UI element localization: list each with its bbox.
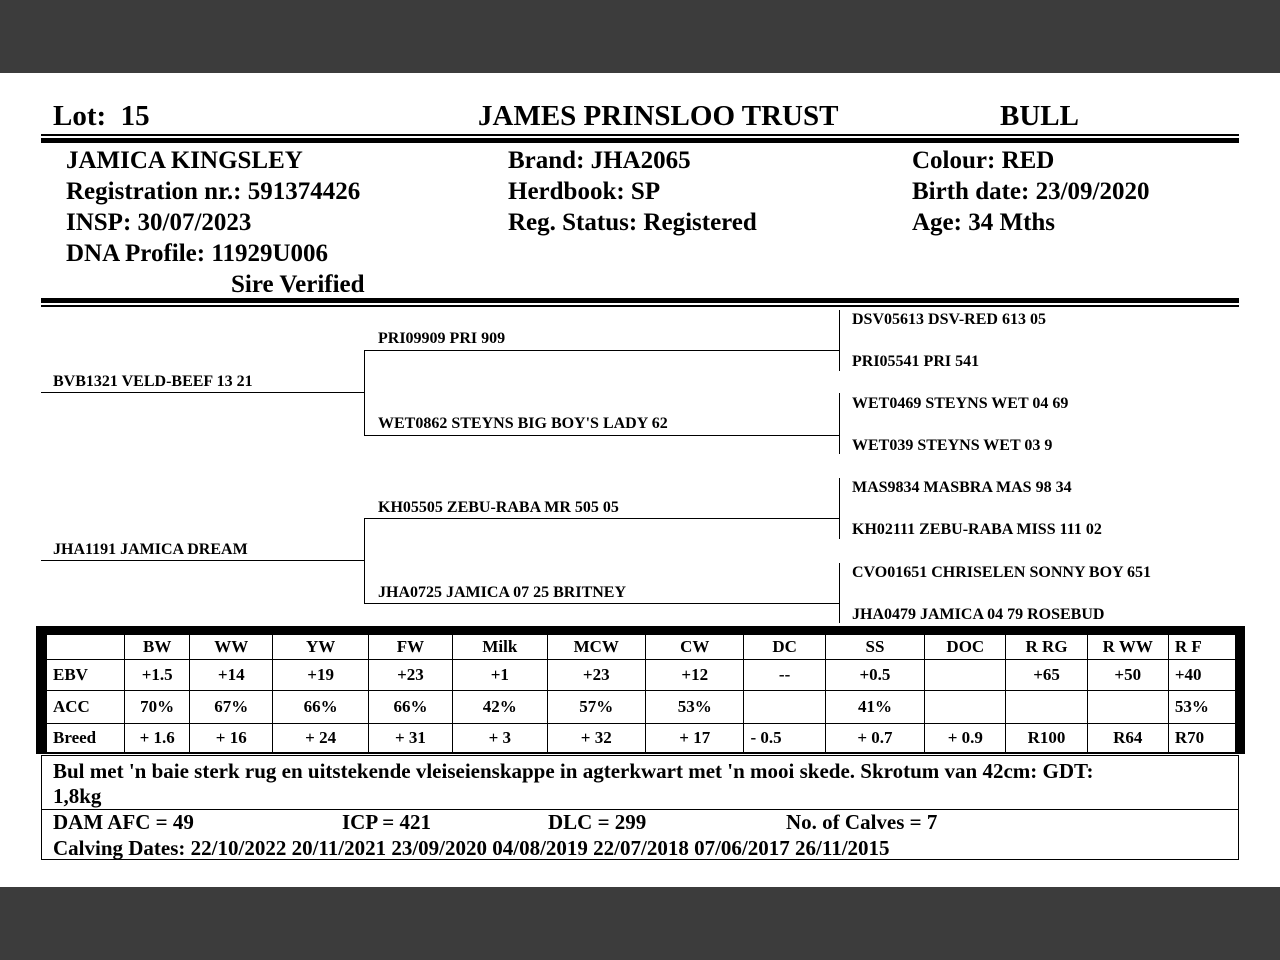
pedigree-connector (364, 518, 365, 603)
ebv-column-header: R F (1168, 635, 1235, 660)
pedigree-connector (364, 350, 365, 435)
inspection-date: INSP: 30/07/2023 (66, 209, 252, 236)
acc-cell: 67% (190, 691, 273, 724)
ebv-cell: +65 (1006, 660, 1087, 691)
dam-afc: DAM AFC = 49 (53, 810, 194, 834)
pedigree-dds: CVO01651 CHRISELEN SONNY BOY 651 (852, 564, 1151, 581)
breed-cell: + 17 (646, 724, 744, 753)
pedigree-ssd: PRI05541 PRI 541 (852, 353, 980, 370)
ebv-table (46, 634, 1236, 753)
acc-row (47, 691, 1236, 724)
breed-cell: + 0.9 (925, 724, 1006, 753)
pedigree-line (364, 518, 839, 519)
comment-line-1: Bul met 'n baie sterk rug en uitstekende vleiseienskappe in agterkwart met 'n mooi skede. Skrotum van 42cm: GDT: (53, 759, 1094, 783)
ebv-cell: +12 (646, 660, 744, 691)
pedigree-line (364, 350, 839, 351)
dna-profile: DNA Profile: 11929U006 (66, 240, 329, 267)
pedigree-line (41, 392, 364, 393)
acc-cell: 66% (368, 691, 452, 724)
breed-cell: + 24 (273, 724, 368, 753)
ebv-cell: -- (744, 660, 825, 691)
pedigree-sire-dam: WET0862 STEYNS BIG BOY'S LADY 62 (378, 415, 668, 432)
ebv-cell: +14 (190, 660, 273, 691)
breed-cell: + 31 (368, 724, 452, 753)
pedigree-dam: JHA1191 JAMICA DREAM (53, 541, 248, 558)
herdbook: Herdbook: SP (508, 178, 661, 205)
animal-sex: BULL (1000, 100, 1079, 132)
pedigree-sdd: WET039 STEYNS WET 03 9 (852, 437, 1053, 454)
breed-cell: + 3 (453, 724, 547, 753)
dlc: DLC = 299 (548, 810, 647, 834)
pedigree-dsd: KH02111 ZEBU-RABA MISS 111 02 (852, 521, 1102, 538)
pedigree-line (364, 603, 839, 604)
acc-cell: 66% (273, 691, 368, 724)
animal-name: JAMICA KINGSLEY (66, 147, 303, 174)
ebv-column-header: BW (125, 635, 190, 660)
pedigree-connector (839, 393, 840, 454)
breed-cell: + 32 (547, 724, 645, 753)
pedigree-ddd: JHA0479 JAMICA 04 79 ROSEBUD (852, 606, 1105, 623)
acc-cell: 53% (1168, 691, 1235, 724)
ebv-column-header: DOC (925, 635, 1006, 660)
ebv-cell: +1 (453, 660, 547, 691)
ebv-column-header: YW (273, 635, 368, 660)
ebv-cell: +23 (547, 660, 645, 691)
info-rule-thin (41, 305, 1239, 307)
ebv-column-header: R RG (1006, 635, 1087, 660)
birth-date: Birth date: 23/09/2020 (912, 178, 1150, 205)
ebv-column-header: SS (825, 635, 925, 660)
header-rule-thick (41, 138, 1239, 143)
ebv-corner-cell (47, 635, 125, 660)
acc-cell (1087, 691, 1168, 724)
acc-cell: 42% (453, 691, 547, 724)
icp: ICP = 421 (342, 810, 431, 834)
acc-cell: 41% (825, 691, 925, 724)
sire-verified: Sire Verified (231, 271, 365, 298)
ebv-column-header: FW (368, 635, 452, 660)
ebv-column-header: DC (744, 635, 825, 660)
acc-cell (1006, 691, 1087, 724)
ebv-column-header: WW (190, 635, 273, 660)
pedigree-sds: WET0469 STEYNS WET 04 69 (852, 395, 1069, 412)
pedigree-line (41, 560, 364, 561)
pedigree-dam-sire: KH05505 ZEBU-RABA MR 505 05 (378, 499, 619, 516)
ebv-column-header: R WW (1087, 635, 1168, 660)
breed-cell: R64 (1087, 724, 1168, 753)
ebv-cell: +1.5 (125, 660, 190, 691)
number-of-calves: No. of Calves = 7 (786, 810, 938, 834)
ebv-cell (925, 660, 1006, 691)
ebv-cell: +40 (1168, 660, 1235, 691)
breed-cell: R70 (1168, 724, 1235, 753)
header-rule-thin (41, 134, 1239, 136)
acc-cell: 70% (125, 691, 190, 724)
ebv-column-header: Milk (453, 635, 547, 660)
ebv-table-frame (36, 626, 1245, 754)
lot-label-text: Lot: (53, 100, 107, 132)
acc-row-label: ACC (47, 691, 125, 724)
ebv-cell: +23 (368, 660, 452, 691)
breed-cell: + 0.7 (825, 724, 925, 753)
colour: Colour: RED (912, 147, 1055, 174)
calving-dates: Calving Dates: 22/10/2022 20/11/2021 23/09/2020 04/08/2019 22/07/2018 07/06/2017 26/11/2015 (53, 836, 890, 860)
comments-box (41, 755, 1239, 860)
breed-row (47, 724, 1236, 753)
breed-row-label: Breed (47, 724, 125, 753)
acc-cell (925, 691, 1006, 724)
breeder-name: JAMES PRINSLOO TRUST (478, 100, 839, 132)
registration-status: Reg. Status: Registered (508, 209, 757, 236)
pedigree-dss: MAS9834 MASBRA MAS 98 34 (852, 479, 1072, 496)
breed-cell: - 0.5 (744, 724, 825, 753)
breed-cell: + 16 (190, 724, 273, 753)
comment-line-2: 1,8kg (53, 784, 102, 808)
pedigree-connector (839, 563, 840, 623)
age: Age: 34 Mths (912, 209, 1056, 236)
pedigree-sire: BVB1321 VELD-BEEF 13 21 (53, 373, 253, 390)
brand: Brand: JHA2065 (508, 147, 691, 174)
pedigree-connector (839, 478, 840, 539)
pedigree-line (364, 435, 839, 436)
lot-label (53, 100, 150, 132)
breed-cell: + 1.6 (125, 724, 190, 753)
info-rule-thick (41, 298, 1239, 303)
pedigree-connector (839, 310, 840, 371)
acc-cell: 57% (547, 691, 645, 724)
acc-cell: 53% (646, 691, 744, 724)
ebv-cell: +50 (1087, 660, 1168, 691)
acc-cell (744, 691, 825, 724)
ebv-column-header: CW (646, 635, 744, 660)
pedigree-sss: DSV05613 DSV-RED 613 05 (852, 311, 1046, 328)
ebv-cell: +0.5 (825, 660, 925, 691)
ebv-cell: +19 (273, 660, 368, 691)
lot-number: 15 (120, 100, 150, 132)
ebv-header-row (47, 635, 1236, 660)
ebv-row-label: EBV (47, 660, 125, 691)
lot-catalogue-page (0, 73, 1280, 887)
breed-cell: R100 (1006, 724, 1087, 753)
pedigree-sire-sire: PRI09909 PRI 909 (378, 330, 506, 347)
pedigree-dam-dam: JHA0725 JAMICA 07 25 BRITNEY (378, 584, 627, 601)
ebv-row (47, 660, 1236, 691)
registration-number: Registration nr.: 591374426 (66, 178, 361, 205)
ebv-column-header: MCW (547, 635, 645, 660)
